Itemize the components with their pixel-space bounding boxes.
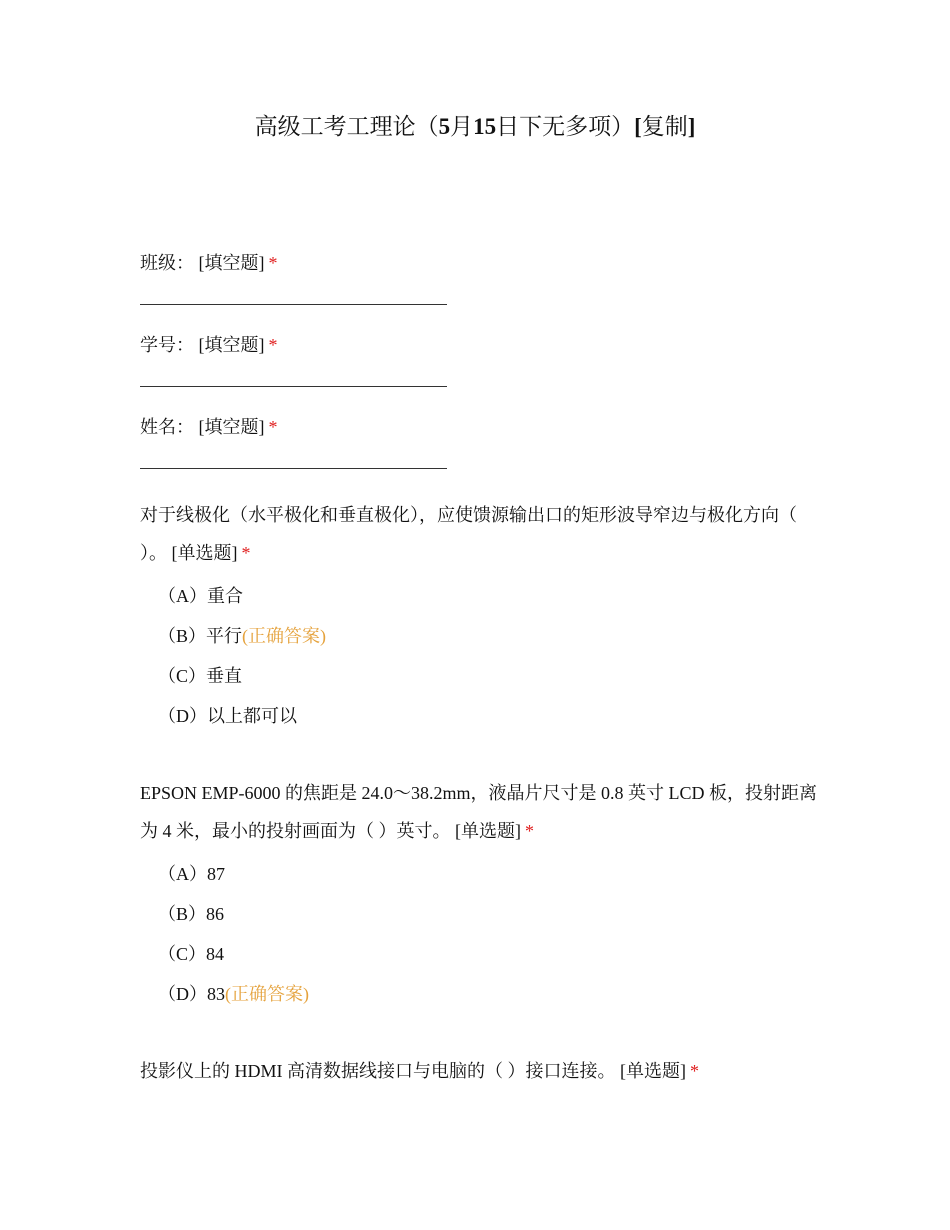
question-type-tag: [单选题]: [455, 821, 521, 841]
option-d[interactable]: [158, 696, 820, 736]
field-label-row: [140, 250, 820, 276]
required-marker: *: [268, 253, 278, 273]
title-part: ]: [687, 114, 696, 139]
title-part: 高级工考工理论（: [254, 114, 439, 139]
required-marker: *: [241, 543, 251, 563]
title-part: 日下无多项）: [496, 114, 635, 139]
option-label: （A）87: [158, 864, 225, 884]
question-3: [140, 1052, 820, 1090]
question-text-row: [140, 1052, 820, 1090]
question-type-tag: [填空题]: [198, 335, 265, 355]
field-label: 姓名：: [140, 417, 194, 437]
option-label: （C）垂直: [158, 666, 243, 686]
student-number-answer-blank[interactable]: [140, 386, 447, 387]
option-list: [158, 576, 820, 736]
option-a[interactable]: [158, 854, 820, 894]
correct-answer-marker: (正确答案): [225, 984, 309, 1004]
question-type-tag: [单选题]: [620, 1061, 686, 1081]
form-content: [140, 250, 820, 1090]
option-a[interactable]: [158, 576, 820, 616]
required-marker: *: [525, 821, 534, 841]
option-c[interactable]: [158, 656, 820, 696]
title-part: 15: [473, 114, 497, 139]
option-label: （D）以上都可以: [158, 706, 297, 726]
field-label-row: [140, 414, 820, 440]
page-title: [0, 112, 950, 142]
question-2: [140, 774, 820, 1014]
question-1: [140, 496, 820, 736]
correct-answer-marker: (正确答案): [242, 626, 327, 646]
field-name: [140, 414, 820, 469]
question-type-tag: [填空题]: [198, 417, 265, 437]
option-label: （C）84: [158, 944, 225, 964]
option-label: （B）平行: [158, 626, 243, 646]
option-list: [158, 854, 820, 1014]
question-text: EPSON EMP-6000 的焦距是 24.0～38.2mm，液晶片尺寸是 0.8 英寸 LCD 板，投射距离为 4 米，最小的投射画面为（ ）英寸。: [140, 783, 818, 841]
field-class: [140, 250, 820, 305]
option-b[interactable]: [158, 894, 820, 934]
field-label-row: [140, 332, 820, 358]
spacer: [140, 736, 820, 774]
spacer: [140, 1014, 820, 1052]
field-label: 班级：: [140, 253, 194, 273]
option-label: （B）86: [158, 904, 225, 924]
name-answer-blank[interactable]: [140, 468, 447, 469]
required-marker: *: [268, 335, 278, 355]
option-label: （D）83: [158, 984, 225, 1004]
title-part: 5: [438, 114, 451, 139]
option-c[interactable]: [158, 934, 820, 974]
field-label: 学号：: [140, 335, 194, 355]
field-student-number: [140, 332, 820, 387]
required-marker: *: [690, 1061, 699, 1081]
class-answer-blank[interactable]: [140, 304, 447, 305]
question-type-tag: [填空题]: [198, 253, 265, 273]
option-label: （A）重合: [158, 586, 243, 606]
title-part: [: [634, 114, 642, 139]
question-text: 对于线极化（水平极化和垂直极化），应使馈源输出口的矩形波导窄边与极化方向（ ）。: [140, 505, 797, 563]
title-part: 复制: [641, 114, 688, 139]
question-text-row: [140, 774, 820, 850]
question-type-tag: [单选题]: [171, 543, 238, 563]
option-b[interactable]: [158, 616, 820, 656]
title-part: 月: [450, 114, 474, 139]
question-text-row: [140, 496, 820, 572]
question-text: 投影仪上的 HDMI 高清数据线接口与电脑的（ ）接口连接。: [140, 1061, 616, 1081]
required-marker: *: [268, 417, 278, 437]
option-d[interactable]: [158, 974, 820, 1014]
